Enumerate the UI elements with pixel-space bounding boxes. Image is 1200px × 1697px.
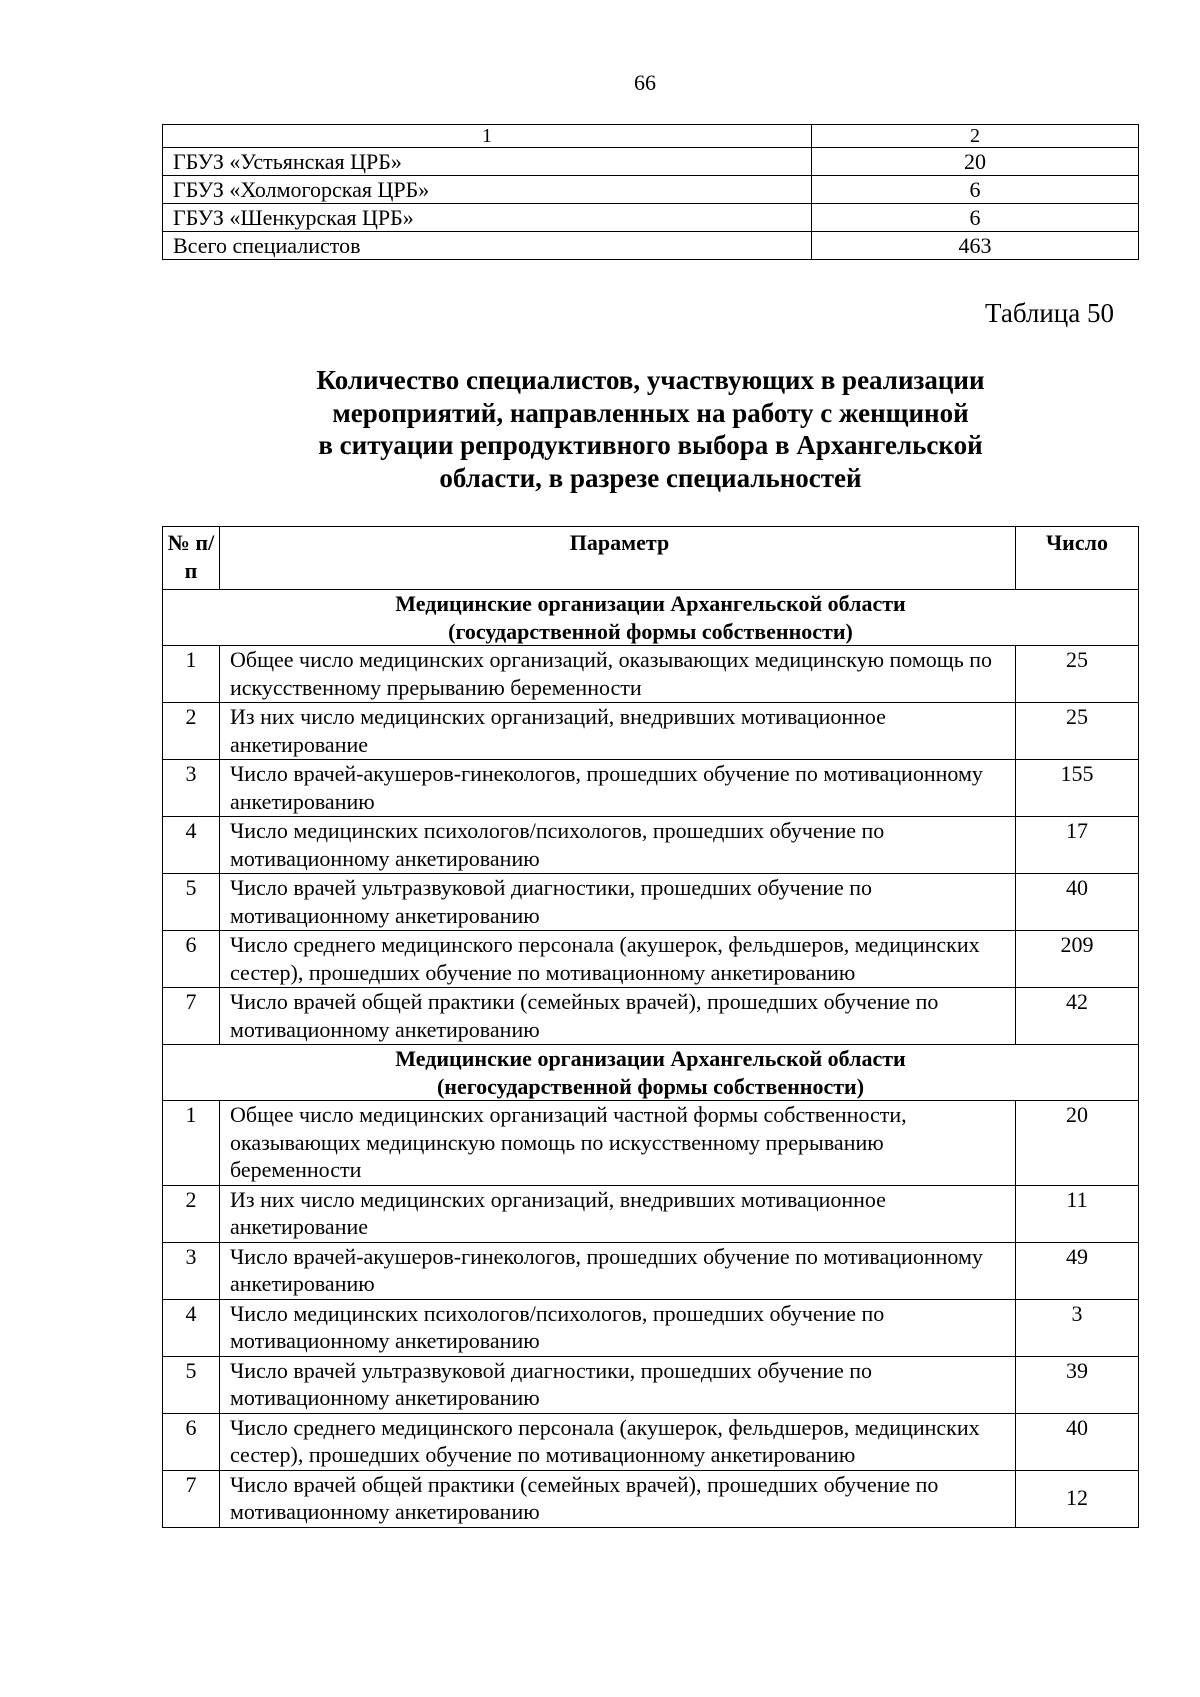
column-number-2: 2 [812,125,1139,148]
row-parameter: Из них число медицинских организаций, внедривших мотивационное анкетирование [220,703,1016,760]
total-label: Всего специалистов [163,232,812,260]
specialist-count: 6 [812,176,1139,204]
row-parameter: Число врачей-акушеров-гинекологов, прошедших обучение по мотивационному анкетированию [220,1242,1016,1299]
header-value: Число [1016,527,1139,590]
row-number: 5 [163,1356,220,1413]
header-number: № п/п [163,527,220,590]
row-value: 39 [1016,1356,1139,1413]
row-parameter: Число врачей общей практики (семейных врачей), прошедших обучение по мотивационному анкетированию [220,988,1016,1045]
table-row [163,176,1139,204]
row-number: 4 [163,1299,220,1356]
row-number: 1 [163,646,220,703]
row-number: 5 [163,874,220,931]
row-value: 17 [1016,817,1139,874]
table-title [162,364,1139,494]
organization-name: ГБУЗ «Шенкурская ЦРБ» [163,204,812,232]
row-parameter: Число медицинских психологов/психологов, прошедших обучение по мотивационному анкетированию [220,817,1016,874]
row-parameter: Число врачей ультразвуковой диагностики, прошедших обучение по мотивационному анкетированию [220,1356,1016,1413]
specialist-count: 6 [812,204,1139,232]
section-title-line: Медицинские организации Архангельской области [395,1046,906,1071]
row-value: 209 [1016,931,1139,988]
row-parameter: Общее число медицинских организаций, оказывающих медицинскую помощь по искусственному прерыванию беременности [220,646,1016,703]
row-value: 25 [1016,646,1139,703]
row-value: 20 [1016,1101,1139,1186]
row-parameter: Число медицинских психологов/психологов, прошедших обучение по мотивационному анкетированию [220,1299,1016,1356]
title-line: в ситуации репродуктивного выбора в Архангельской [318,430,983,460]
column-number-1: 1 [163,125,812,148]
table-body [163,590,1139,1528]
row-number: 6 [163,931,220,988]
table-row [163,760,1139,817]
title-line: Количество специалистов, участвующих в реализации [316,365,985,395]
table-row [163,988,1139,1045]
row-value: 40 [1016,874,1139,931]
section-title-line: (государственной формы собственности) [448,618,853,644]
table-row [163,1413,1139,1470]
row-value: 25 [1016,703,1139,760]
row-value: 3 [1016,1299,1139,1356]
table-row [163,1101,1139,1186]
row-value: 40 [1016,1413,1139,1470]
section-title-line: Медицинские организации Архангельской области [395,591,906,616]
table-row [163,703,1139,760]
table-row [163,148,1139,176]
row-number: 2 [163,703,220,760]
header-parameter: Параметр [220,527,1016,590]
row-number: 6 [163,1413,220,1470]
table-row [163,931,1139,988]
row-parameter: Общее число медицинских организаций частной формы собственности, оказывающих медицинскую помощь по искусственному прерыванию беременности [220,1101,1016,1186]
row-value: 12 [1016,1470,1139,1527]
table-row [163,1185,1139,1242]
row-parameter: Число врачей-акушеров-гинекологов, прошедших обучение по мотивационному анкетированию [220,760,1016,817]
section-title-line: (негосударственной формы собственности) [436,1073,865,1099]
organization-name: ГБУЗ «Устьянская ЦРБ» [163,148,812,176]
total-row [163,232,1139,260]
table-row [163,1242,1139,1299]
row-parameter: Число среднего медицинского персонала (акушерок, фельдшеров, медицинских сестер), прошедших обучение по мотивационному анкетированию [220,1413,1016,1470]
row-number: 1 [163,1101,220,1186]
row-number: 7 [163,988,220,1045]
table-row [163,646,1139,703]
section-title [163,1045,1139,1101]
row-number: 2 [163,1185,220,1242]
page-number: 66 [634,70,656,95]
continuation-table [162,124,1139,260]
table-row [163,874,1139,931]
row-number: 3 [163,1242,220,1299]
row-value: 155 [1016,760,1139,817]
table-row [163,1470,1139,1527]
specialists-table [162,526,1139,1528]
table-header-row [163,125,1139,148]
row-number: 3 [163,760,220,817]
section-header-row [163,590,1139,646]
table-row [163,817,1139,874]
row-parameter: Число врачей ультразвуковой диагностики, прошедших обучение по мотивационному анкетированию [220,874,1016,931]
table-row [163,204,1139,232]
organization-name: ГБУЗ «Холмогорская ЦРБ» [163,176,812,204]
header-row [163,527,1139,590]
row-parameter: Число среднего медицинского персонала (акушерок, фельдшеров, медицинских сестер), прошедших обучение по мотивационному анкетированию [220,931,1016,988]
title-line: области, в разрезе специальностей [439,462,862,493]
row-value: 11 [1016,1185,1139,1242]
section-header-row [163,1045,1139,1101]
row-parameter: Из них число медицинских организаций, внедривших мотивационное анкетирование [220,1185,1016,1242]
row-value: 49 [1016,1242,1139,1299]
table-row [163,1299,1139,1356]
table-caption: Таблица 50 [985,298,1114,328]
row-value: 42 [1016,988,1139,1045]
title-line: мероприятий, направленных на работу с женщиной [332,397,969,428]
row-number: 4 [163,817,220,874]
section-title [163,590,1139,646]
specialist-count: 20 [812,148,1139,176]
table-row [163,1356,1139,1413]
row-number: 7 [163,1470,220,1527]
row-parameter: Число врачей общей практики (семейных врачей), прошедших обучение по мотивационному анкетированию [220,1470,1016,1527]
total-value: 463 [812,232,1139,260]
